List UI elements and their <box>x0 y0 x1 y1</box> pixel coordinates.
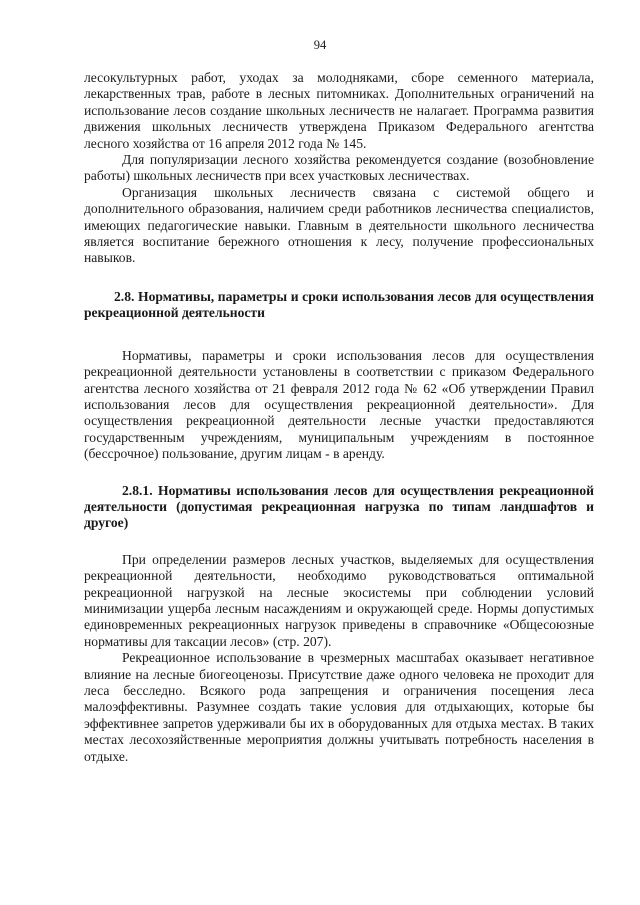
section-heading-2-8: 2.8. Нормативы, параметры и сроки использования лесов для осуществления рекреационной деятельности <box>84 288 594 321</box>
paragraph-norms: Нормативы, параметры и сроки использования лесов для осуществления рекреационной деятельности установлены в соответствии с приказом Федерального агентства лесного хозяйства от 21 февраля 2012 года № 62 «Об утверждении Правил использования лесов для осуществления рекреационной деятельности». Для осуществления рекреационной деятельности лесные участки предоставляются государственным учреждениям, муниципальным учреждениям в постоянное (бессрочное) пользование, другим лицам - в аренду. <box>84 347 594 462</box>
paragraph-land-plots: При определении размеров лесных участков, выделяемых для осуществления рекреационной деятельности, необходимо руководствоваться оптимальной рекреационной нагрузкой на лесные экосистемы при соблюдении условий минимизации ущерба лесным насаждениям и окружающей среде. Нормы допустимых единовременных рекреационных нагрузок приведены в справочнике «Общесоюзные нормативы для таксации лесов» (стр. 207). <box>84 551 594 649</box>
paragraph-popularization: Для популяризации лесного хозяйства рекомендуется создание (возобновление работы) школьных лесничеств при всех участковых лесничествах. <box>84 152 594 184</box>
page-number: 94 <box>313 38 327 52</box>
page-content <box>84 70 594 765</box>
section-heading-2-8-1: 2.8.1. Нормативы использования лесов для осуществления рекреационной деятельности (допустимая рекреационная нагрузка по типам ландшафтов и другое) <box>84 482 594 531</box>
paragraph-continuation: лесокультурных работ, уходах за молодняками, сборе семенного материала, лекарственных трав, работе в лесных питомниках. Дополнительных ограничений на использование лесов создание школьных лесничеств не налагает. Программа развития движения школьных лесничеств утверждена Приказом Федерального агентства лесного хозяйства от 16 апреля 2012 года № 145. <box>84 70 594 151</box>
paragraph-organization: Организация школьных лесничеств связана с системой общего и дополнительного образования, наличием среди работников лесничества специалистов, имеющих педагогические навыки. Главным в деятельности школьного лесничества является воспитание бережного отношения к лесу, получение профессиональных навыков. <box>84 184 594 266</box>
paragraph-recreational-use: Рекреационное использование в чрезмерных масштабах оказывает негативное влияние на лесные биогеоценозы. Присутствие даже одного человека не проходит для леса бесследно. Всякого рода запрещения и ограничения посещения леса малоэффективны. Разумнее создать такие условия для отдыхающих, которые бы эффективнее запретов удерживали бы их в оборудованных для отдыха местах. В таких местах лесохозяйственные мероприятия должны учитывать потребность населения в отдыхе. <box>84 650 594 764</box>
